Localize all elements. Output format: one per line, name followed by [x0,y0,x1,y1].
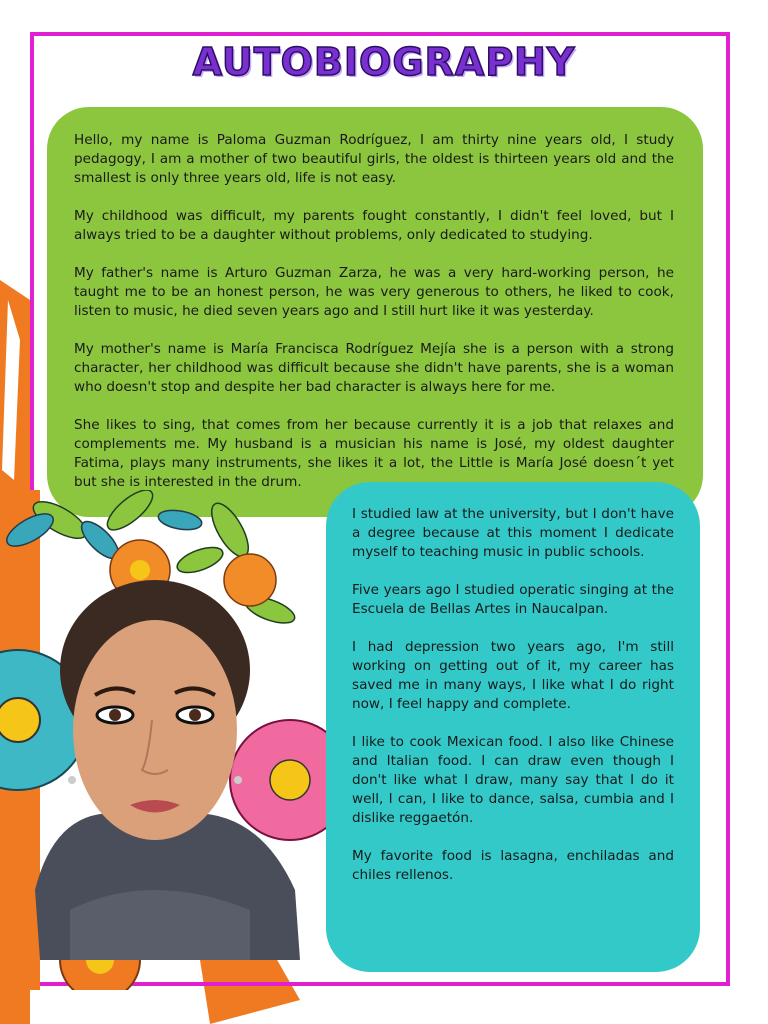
green-text-block [74,131,674,511]
paragraph: My childhood was difficult, my parents fought constantly, I didn't feel loved, but I always tried to be a daughter without problems, only dedicated to studying. [74,208,674,243]
portrait-photo [35,580,300,960]
paragraph: Five years ago I studied operatic singing at the Escuela de Bellas Artes in Naucalpan. [352,582,674,617]
paragraph: My favorite food is lasagna, enchiladas and chiles rellenos. [352,848,674,883]
paragraph: My father's name is Arturo Guzman Zarza, he was a very hard-working person, he taught me to be an honest person, he was very generous to others, he liked to cook, listen to music, he died seven years ago and I still hurt like it was yesterday. [74,265,674,319]
paragraph: Hello, my name is Paloma Guzman Rodríguez, I am thirty nine years old, I study pedagogy, I am a mother of two beautiful girls, the oldest is thirteen years old and the smallest is only three years old, life is not easy. [74,132,674,186]
cyan-text-block [352,505,674,904]
floral-illustration [0,490,330,990]
paragraph: My mother's name is María Francisca Rodríguez Mejía she is a person with a strong character, her childhood was difficult because she didn't have parents, she is a woman who doesn't stop and despite her bad character is always here for me. [74,341,674,395]
paragraph: I had depression two years ago, I'm still working on getting out of it, my career has saved me in many ways, I like what I do right now, I feel happy and complete. [352,639,674,712]
paragraph: I like to cook Mexican food. I also like Chinese and Italian food. I can draw even though I don't like what I draw, many say that I do it well, I can, I like to dance, salsa, cumbia and I dislike reggaetón. [352,734,674,826]
page-title: AUTOBIOGRAPHY [192,40,576,84]
paragraph: She likes to sing, that comes from her because currently it is a job that relaxes and complements me. My husband is a musician his name is José, my oldest daughter Fatima, plays many instruments, she likes it a lot, the Little is María José doesn´t yet but she is interested in the drum. [74,417,674,490]
paragraph: I studied law at the university, but I don't have a degree because at this moment I dedicate myself to teaching music in public schools. [352,506,674,560]
